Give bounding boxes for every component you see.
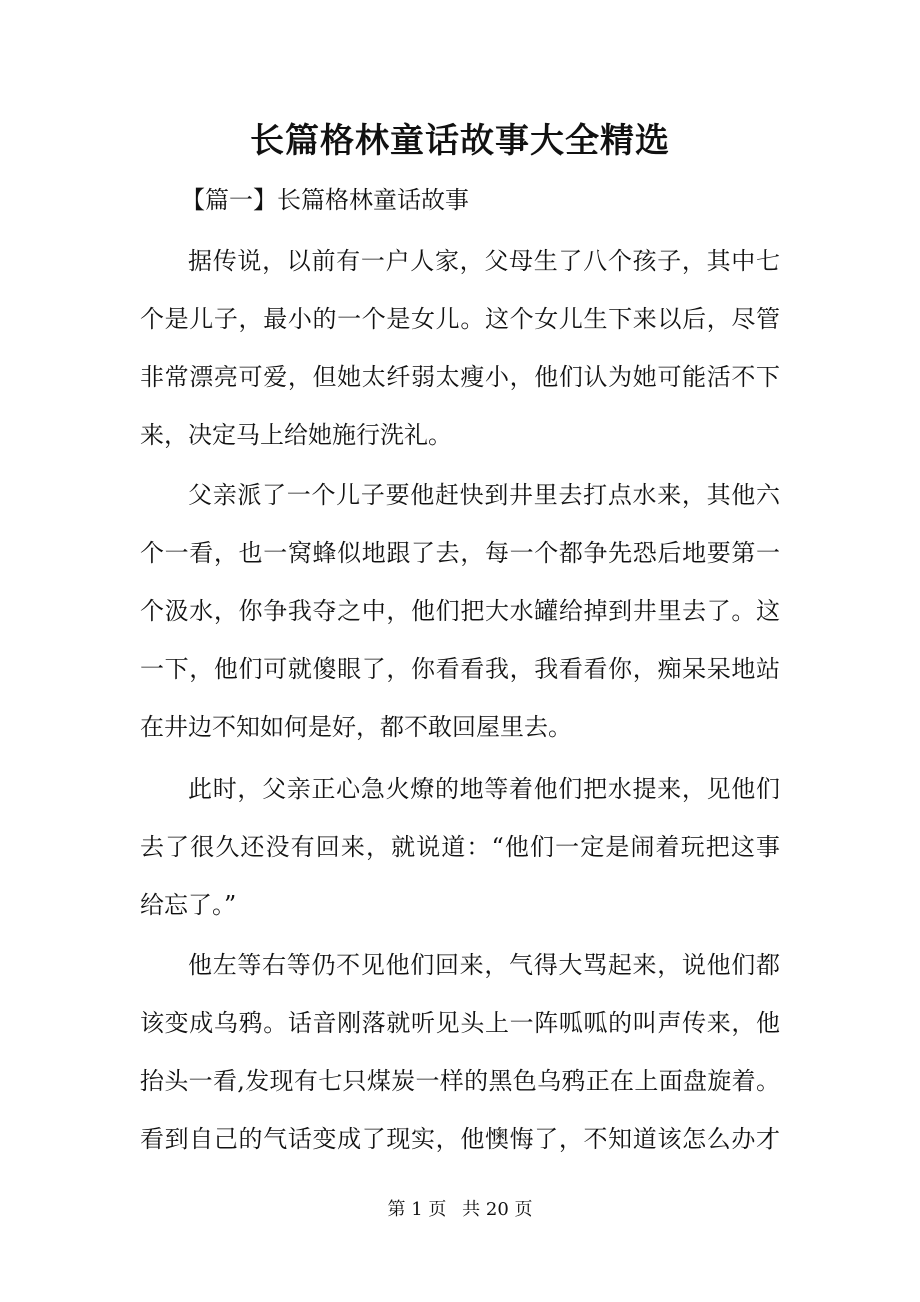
paragraph-2 (140, 466, 780, 756)
paragraph-line: 抬头一看,发现有七只煤炭一样的黑色乌鸦正在上面盘旋着。 (140, 1067, 780, 1095)
paragraph-line: 他左等右等仍不见他们回来，气得大骂起来，说他们都 (188, 951, 780, 979)
page-footer (0, 1197, 920, 1223)
page-number: 第 1 页 (387, 1199, 447, 1220)
paragraph-3 (140, 760, 780, 934)
paragraph-line: 来，决定马上给她施行洗礼。 (140, 421, 452, 449)
paragraph-line: 个是儿子，最小的一个是女儿。这个女儿生下来以后，尽管 (140, 305, 780, 333)
paragraph-1 (140, 232, 780, 464)
paragraph-line: 一下，他们可就傻眼了，你看看我，我看看你，痴呆呆地站 (140, 655, 780, 683)
paragraph-line: 看到自己的气话变成了现实，他懊悔了，不知道该怎么办才 (140, 1125, 780, 1153)
section-heading: 【篇一】长篇格林童话故事 (181, 186, 469, 214)
paragraph-line: 此时，父亲正心急火燎的地等着他们把水提来，见他们 (188, 775, 780, 803)
paragraph-line: 据传说，以前有一户人家，父母生了八个孩子，其中七 (188, 247, 780, 275)
page-total: 共 20 页 (462, 1199, 533, 1220)
paragraph-line: 在井边不知如何是好，都不敢回屋里去。 (140, 713, 572, 741)
paragraph-line: 给忘了。” (140, 891, 237, 919)
document-title: 长篇格林童话故事大全精选 (250, 121, 670, 161)
paragraph-line: 个汲水，你争我夺之中，他们把大水罐给掉到井里去了。这 (140, 597, 780, 625)
paragraph-4 (140, 936, 780, 1168)
paragraph-line: 该变成乌鸦。话音刚落就听见头上一阵呱呱的叫声传来，他 (140, 1009, 780, 1037)
paragraph-line: 父亲派了一个儿子要他赶快到井里去打点水来，其他六 (188, 481, 780, 509)
paragraph-line: 个一看，也一窝蜂似地跟了去，每一个都争先恐后地要第一 (140, 539, 780, 567)
paragraph-line: 去了很久还没有回来，就说道：“他们一定是闹着玩把这事 (140, 833, 780, 861)
paragraph-line: 非常漂亮可爱，但她太纤弱太瘦小，他们认为她可能活不下 (140, 363, 780, 391)
